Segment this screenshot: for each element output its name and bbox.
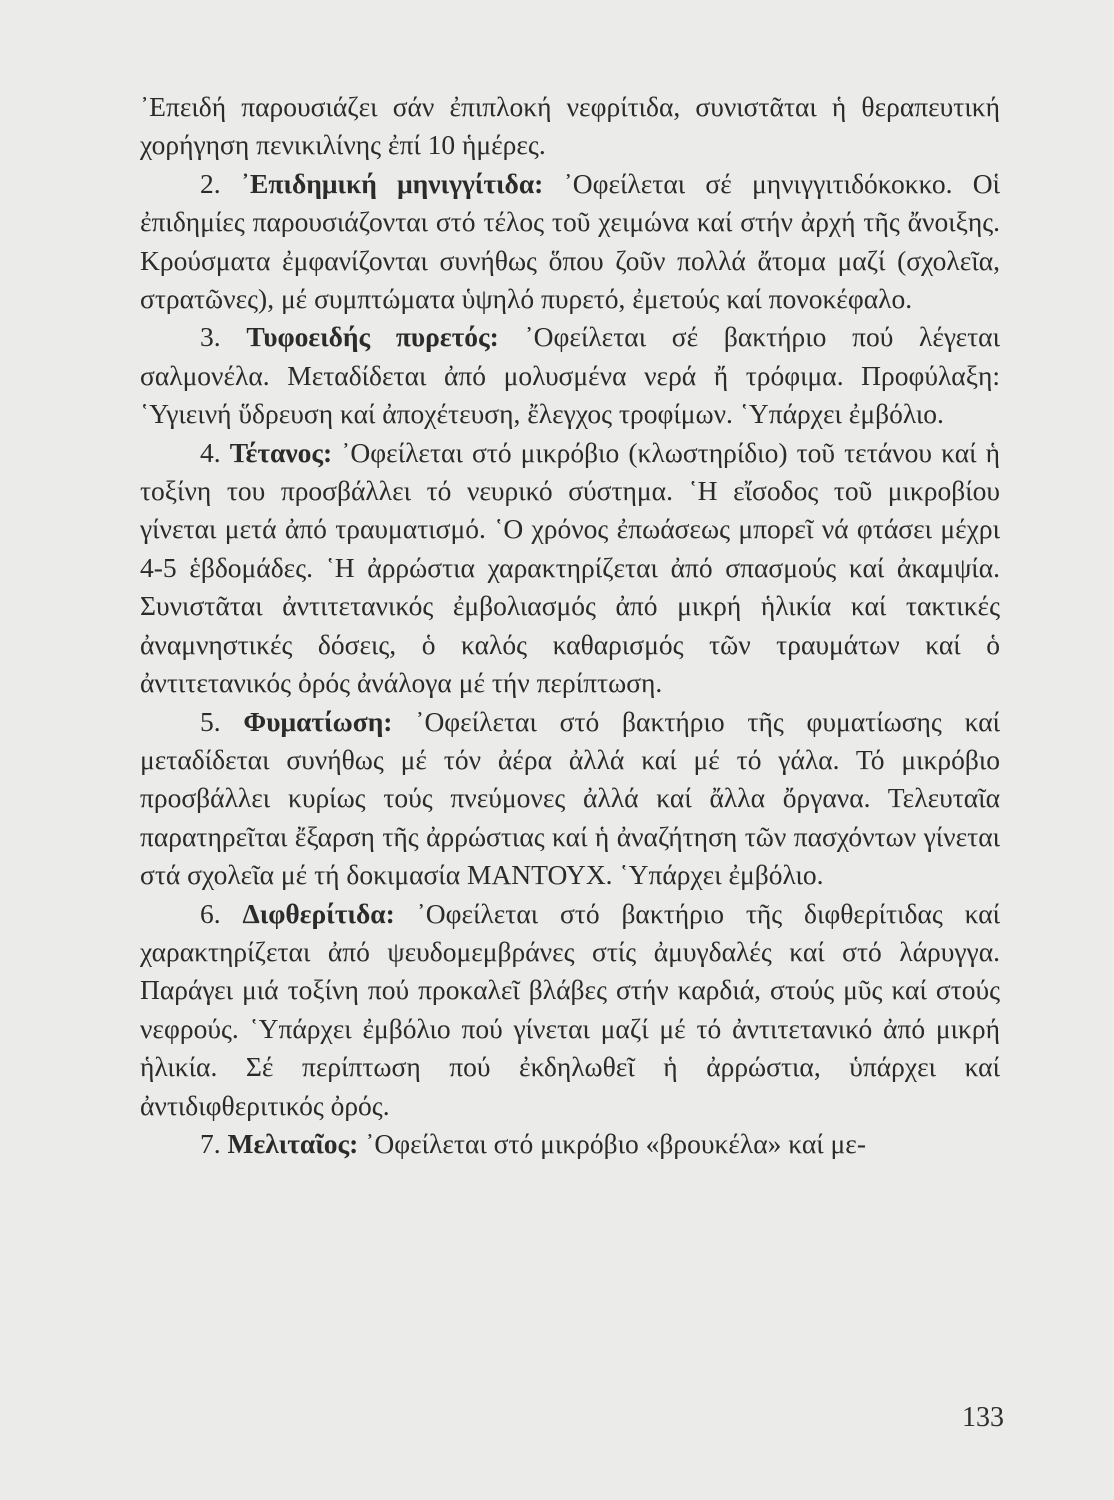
section-diphtheria xyxy=(140,895,1000,1125)
section-body: ᾿Οφείλεται σέ μηνιγγιτιδόκοκκο. Οἱ ἐπιδημίες παρουσιάζονται στό τέλος τοῦ χειμώνα καί στήν ἀρχή τῆς ἄνοιξης. Κρούσματα ἐμφανίζονται συνήθως ὅπου ζοῦν πολλά ἄτομα μαζί (σχολεῖα, στρατῶνες), μέ συμπτώματα ὑψηλό πυρετό, ἐμετούς καί πονοκέφαλο. xyxy=(140,167,1001,315)
section-typhoid xyxy=(140,318,1000,433)
section-meningitis xyxy=(140,165,1000,319)
section-heading: Μελιταῖος: xyxy=(227,1127,359,1159)
section-number: 2. xyxy=(200,167,221,199)
section-heading: Τέτανος: xyxy=(229,436,333,468)
intro-paragraph: ᾿Επειδή παρουσιάζει σάν ἐπιπλοκή νεφρίτιδα, συνιστᾶται ἡ θεραπευτική χορήγηση πενικιλίνης ἐπί 10 ἡμέρες. xyxy=(140,91,1000,161)
section-body: ᾿Οφείλεται σέ βακτήριο πού λέγεται σαλμονέλα. Μεταδίδεται ἀπό μολυσμένα νερά ἤ τρόφιμα. Προφύλαξη: ῾Υγιεινή ὕδρευση καί ἀποχέτευση, ἔλεγχος τροφίμων. ῾Υπάρχει ἐμβόλιο. xyxy=(140,321,1000,430)
section-number: 5. xyxy=(200,705,221,737)
section-tetanus xyxy=(140,434,1000,703)
section-heading: Φυματίωση: xyxy=(243,705,393,737)
section-tuberculosis xyxy=(140,703,1000,895)
section-number: 3. xyxy=(200,321,221,353)
section-heading: Τυφοειδής πυρετός: xyxy=(246,321,499,353)
section-heading: Διφθερίτιδα: xyxy=(242,897,395,929)
section-body: ᾿Οφείλεται στό βακτήριο τῆς φυματίωσης καί μεταδίδεται συνήθως μέ τόν ἀέρα ἀλλά καί μέ τό γάλα. Τό μικρόβιο προσβάλλει κυρίως τούς πνεύμονες ἀλλά καί ἄλλα ὄργανα. Τελευταῖα παρατηρεῖται ἔξαρση τῆς ἀρρώστιας καί ἡ ἀναζήτηση τῶν πασχόντων γίνεται στά σχολεῖα μέ τή δοκιμασία ΜΑΝΤΟΥΧ. ῾Υπάρχει ἐμβόλιο. xyxy=(140,705,1001,891)
page-number: 133 xyxy=(962,1402,1004,1433)
section-body: ᾿Οφείλεται στό μικρόβιο (κλωστηρίδιο) τοῦ τετάνου καί ἡ τοξίνη του προσβάλλει τό νευρικό σύστημα. ῾Η εἴσοδος τοῦ μικροβίου γίνεται μετά ἀπό τραυματισμό. ῾Ο χρόνος ἐπωάσεως μπορεῖ νά φτάσει μέχρι 4-5 ἑβδομάδες. ῾Η ἀρρώστια χαρακτηρίζεται ἀπό σπασμούς καί ἀκαμψία. Συνιστᾶται ἀντιτετανικός ἐμβολιασμός ἀπό μικρή ἡλικία καί τακτικές ἀναμνηστικές δόσεις, ὁ καλός καθαρισμός τῶν τραυμάτων καί ὁ ἀντιτετανικός ὀρός ἀνάλογα μέ τήν περίπτωση. xyxy=(140,436,1001,699)
page-text xyxy=(140,88,1000,1163)
section-body: ᾿Οφείλεται στό μικρόβιο «βρουκέλα» καί με- xyxy=(365,1127,866,1159)
section-number: 6. xyxy=(200,897,221,929)
section-number: 7. xyxy=(200,1127,221,1159)
section-heading: ᾿Επιδημική μηνιγγίτιδα: xyxy=(240,167,544,199)
section-brucellosis xyxy=(140,1125,1000,1163)
section-number: 4. xyxy=(200,436,221,468)
section-body: ᾿Οφείλεται στό βακτήριο τῆς διφθερίτιδας καί χαρακτηρίζεται ἀπό ψευδομεμβράνες στίς ἀμυγδαλές καί στό λάρυγγα. Παράγει μιά τοξίνη πού προκαλεῖ βλάβες στήν καρδιά, στούς μῦς καί στούς νεφρούς. ῾Υπάρχει ἐμβόλιο πού γίνεται μαζί μέ τό ἀντιτετανικό ἀπό μικρή ἡλικία. Σέ περίπτωση πού ἐκδηλωθεῖ ἡ ἀρρώστια, ὑπάρχει καί ἀντιδιφθεριτικός ὀρός. xyxy=(140,897,1001,1121)
